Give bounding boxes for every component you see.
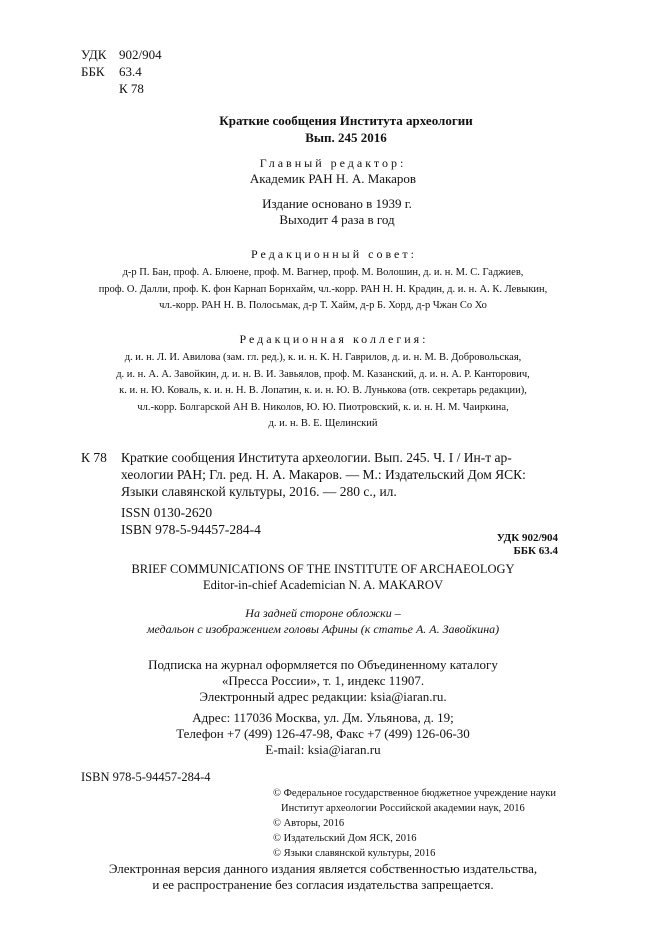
council-line: проф. О. Далли, проф. К. фон Карнап Борнхайм, чл.-корр. РАН Н. Н. Крадин, д. и. н. А. К. Левыкин, bbox=[98, 283, 548, 295]
catalog-line: Языки славянской культуры, 2016. — 280 с., ил. bbox=[121, 484, 397, 499]
editor-label: Главный редактор: bbox=[259, 156, 407, 170]
isbn: ISBN 978-5-94457-284-4 bbox=[121, 522, 261, 537]
founded-line: Издание основано в 1939 г. bbox=[262, 196, 412, 211]
udk-value: 902/904 bbox=[119, 47, 162, 62]
council-label: Редакционный совет: bbox=[251, 247, 417, 261]
issn-isbn bbox=[121, 504, 261, 538]
english-title bbox=[0, 561, 646, 593]
footer-line: Электронная версия данного издания является собственностью издательства, bbox=[108, 861, 538, 876]
bbk-label: ББК bbox=[81, 64, 105, 79]
phone-line: Телефон +7 (499) 126-47-98, Факс +7 (499) 126-06-30 bbox=[176, 726, 470, 741]
bbk-right: ББК 63.4 bbox=[513, 545, 558, 557]
council-line: чл.-корр. РАН Н. В. Полосьмак, д-р Т. Хайм, д-р Б. Хорд, д-р Чжан Со Хо bbox=[159, 300, 487, 311]
board-line: к. и. н. Ю. Коваль, к. и. н. Н. В. Лопатин, к. и. н. Ю. В. Лунькова (отв. секретарь редакции), bbox=[119, 385, 527, 396]
subscription-email: Электронный адрес редакции: ksia@iaran.ru. bbox=[199, 689, 447, 704]
council-line: д-р П. Бан, проф. А. Блюене, проф. М. Вагнер, проф. М. Волошин, д. и. н. М. С. Гаджиев, bbox=[122, 267, 524, 278]
footer-notice bbox=[0, 861, 646, 893]
board-line: д. и. н. В. Е. Щелинский bbox=[268, 418, 378, 429]
udk-right-block bbox=[480, 532, 558, 558]
board-label: Редакционная коллегия: bbox=[239, 332, 429, 346]
subscription-line: «Пресса России», т. 1, индекс 11907. bbox=[221, 673, 425, 688]
copyright-line: © Издательский Дом ЯСК, 2016 bbox=[273, 833, 417, 844]
copyright-block bbox=[273, 786, 556, 861]
english-editor-line: Editor-in-chief Academician N. A. MAKAROV bbox=[203, 578, 443, 592]
editor-name: Академик РАН Н. А. Макаров bbox=[249, 171, 417, 186]
udk-label: УДК bbox=[81, 47, 107, 62]
catalog-entry bbox=[81, 449, 601, 501]
copyright-line: Институт археологии Российской академии наук, 2016 bbox=[281, 803, 525, 814]
catalog-line: Краткие сообщения Института археологии. Вып. 245. Ч. I / Ин-т ар- bbox=[121, 450, 512, 465]
address-info bbox=[0, 710, 646, 758]
cover-note-line: медальон с изображением головы Афины (к статье А. А. Завойкина) bbox=[146, 622, 500, 636]
address-line: Адрес: 117036 Москва, ул. Дм. Ульянова, д. 19; bbox=[192, 710, 454, 725]
frequency-line: Выходит 4 раза в год bbox=[279, 212, 395, 227]
isbn-bottom: ISBN 978-5-94457-284-4 bbox=[81, 770, 211, 784]
editorial-board bbox=[0, 328, 646, 433]
issue-line: Вып. 245 2016 bbox=[305, 130, 387, 145]
board-line: д. и. н. А. А. Завойкин, д. и. н. В. И. Завьялов, проф. М. Казанский, д. и. н. А. Р. Канторович, bbox=[116, 368, 530, 380]
cover-note-line: На задней стороне обложки – bbox=[245, 606, 401, 620]
board-line: д. и. н. Л. И. Авилова (зам. гл. ред.), к. и. н. К. Н. Гаврилов, д. и. н. М. В. Добровольская, bbox=[124, 352, 522, 363]
editorial-council bbox=[0, 243, 646, 315]
journal-title bbox=[0, 112, 646, 146]
udk-bbk-block bbox=[81, 46, 162, 97]
udk-right: УДК 902/904 bbox=[496, 532, 558, 544]
bbk-value: 63.4 bbox=[119, 64, 142, 79]
subscription-line: Подписка на журнал оформляется по Объединенному каталогу bbox=[148, 657, 498, 672]
english-title-line: BRIEF COMMUNICATIONS OF THE INSTITUTE OF ARCHAEOLOGY bbox=[131, 562, 515, 576]
editor-block bbox=[0, 155, 646, 187]
catalog-line: хеологии РАН; Гл. ред. Н. А. Макаров. — М.: Издательский Дом ЯСК: bbox=[121, 467, 526, 482]
issn: ISSN 0130-2620 bbox=[121, 505, 213, 520]
footer-line: и ее распространение без согласия издательства запрещается. bbox=[152, 877, 494, 892]
copyright-line: © Федеральное государственное бюджетное учреждение науки bbox=[273, 788, 556, 799]
board-line: чл.-корр. Болгарской АН В. Николов, Ю. Ю. Пиотровский, к. и. н. Н. М. Чаиркина, bbox=[137, 401, 509, 413]
catalog-mark: К 78 bbox=[81, 450, 107, 465]
author-sign: К 78 bbox=[119, 81, 144, 96]
subscription-info bbox=[0, 657, 646, 705]
founded-block bbox=[0, 196, 646, 228]
copyright-line: © Авторы, 2016 bbox=[273, 818, 345, 829]
journal-title-line: Краткие сообщения Института археологии bbox=[219, 113, 473, 128]
copyright-line: © Языки славянской культуры, 2016 bbox=[273, 848, 436, 859]
cover-note bbox=[0, 605, 646, 637]
email-line: E-mail: ksia@iaran.ru bbox=[265, 742, 381, 757]
